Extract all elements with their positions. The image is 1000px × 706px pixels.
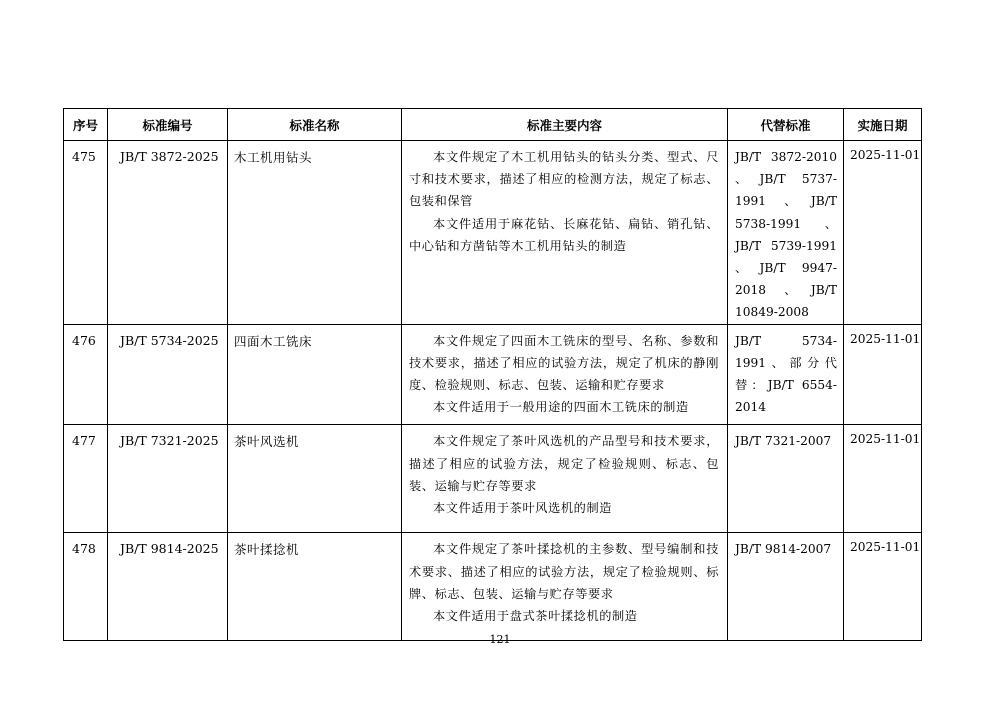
header-row [64, 109, 922, 141]
row-name: 茶叶揉捻机 [228, 533, 402, 641]
page-number: 121 [489, 633, 511, 646]
header-code: 标准编号 [108, 109, 228, 141]
content-applicability: 本文件适用于麻花钻、长麻花钻、扁钻、销孔钻、中心钻和方凿钻等木工机用钻头的制造 [409, 216, 719, 253]
row-replaces: JB/T 9814-2007 [728, 533, 844, 641]
row-name: 茶叶风选机 [228, 425, 402, 533]
row-code: JB/T 3872-2025 [108, 141, 228, 325]
row-content [402, 425, 728, 533]
row-date: 2025-11-01 [844, 141, 922, 325]
table-row [64, 533, 922, 641]
row-no: 475 [64, 141, 108, 325]
row-content [402, 533, 728, 641]
content-scope: 本文件规定了茶叶风选机的产品型号和技术要求，描述了相应的试验方法，规定了检验规则、标志、包装、运输与贮存等要求 [409, 434, 719, 493]
content-applicability: 本文件适用于茶叶风选机的制造 [433, 501, 613, 516]
row-replaces: JB/T 3872-2010 、JB/T 5737-1991 、JB/T 5738-1991 、JB/T 5739-1991 、JB/T 9947-2018 、JB/T 10849-2008 [728, 141, 844, 325]
header-content: 标准主要内容 [402, 109, 728, 141]
row-code: JB/T 9814-2025 [108, 533, 228, 641]
content-applicability: 本文件适用于一般用途的四面木工铣床的制造 [433, 400, 689, 415]
header-date: 实施日期 [844, 109, 922, 141]
header-replaces: 代替标准 [728, 109, 844, 141]
header-name: 标准名称 [228, 109, 402, 141]
row-date: 2025-11-01 [844, 324, 922, 425]
standards-table [63, 108, 922, 641]
table-row [64, 141, 922, 325]
content-scope: 本文件规定了木工机用钻头的钻头分类、型式、尺寸和技术要求，描述了相应的检测方法，规定了标志、包装和保管 [409, 150, 719, 209]
row-replaces: JB/T 7321-2007 [728, 425, 844, 533]
content-applicability: 本文件适用于盘式茶叶揉捻机的制造 [433, 609, 638, 624]
header-no: 序号 [64, 109, 108, 141]
row-code: JB/T 7321-2025 [108, 425, 228, 533]
row-replaces: JB/T 5734-1991、部分代替：JB/T 6554-2014 [728, 324, 844, 425]
row-date: 2025-11-01 [844, 425, 922, 533]
row-date: 2025-11-01 [844, 533, 922, 641]
row-no: 476 [64, 324, 108, 425]
row-content [402, 324, 728, 425]
row-name: 木工机用钻头 [228, 141, 402, 325]
row-code: JB/T 5734-2025 [108, 324, 228, 425]
content-scope: 本文件规定了茶叶揉捻机的主参数、型号编制和技术要求、描述了相应的试验方法，规定了检验规则、标牌、标志、包装、运输与贮存等要求 [409, 542, 719, 601]
table-row [64, 324, 922, 425]
row-no: 478 [64, 533, 108, 641]
table-row [64, 425, 922, 533]
row-no: 477 [64, 425, 108, 533]
row-content [402, 141, 728, 325]
content-scope: 本文件规定了四面木工铣床的型号、名称、参数和技术要求，描述了相应的试验方法，规定了机床的静刚度、检验规则、标志、包装、运输和贮存要求 [409, 333, 719, 393]
row-name: 四面木工铣床 [228, 324, 402, 425]
